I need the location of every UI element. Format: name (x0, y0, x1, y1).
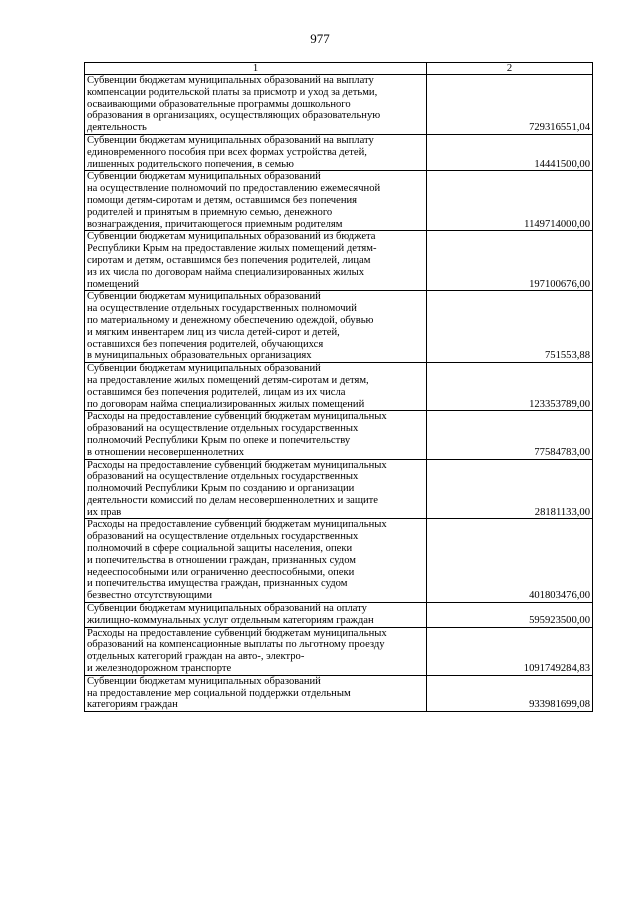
row-description: Субвенции бюджетам муниципальных образований из бюджета Республики Крым на предоставление жилых помещений детям- сиротам и детям, оставшимся без попечения родителей, лицам из их числа по договорам найма специализированных жилых помещений (85, 231, 427, 291)
row-description: Субвенции бюджетам муниципальных образований на осуществление отдельных государственных полномочий по материальному и денежному обеспечению одеждой, обувью и мягким инвентарем лиц из числа детей-сирот и детей, оставшихся без попечения родителей, обучающихся в муниципальных образовательных организациях (85, 291, 427, 363)
row-description: Расходы на предоставление субвенций бюджетам муниципальных образований на компенсационные выплаты по льготному проезду отдельных категорий граждан на авто-, электро- и железнодорожном транспорте (85, 627, 427, 675)
row-amount: 401803476,00 (427, 519, 593, 603)
row-amount: 729316551,04 (427, 75, 593, 135)
table-row (85, 363, 593, 411)
row-amount: 751553,88 (427, 291, 593, 363)
row-description: Субвенции бюджетам муниципальных образований на предоставление мер социальной поддержки отдельным категориям граждан (85, 675, 427, 711)
table-header-row (85, 63, 593, 75)
row-description: Расходы на предоставление субвенций бюджетам муниципальных образований на осуществление отдельных государственных полномочий Республики Крым по созданию и организации деятельности комиссий по делам несовершеннолетних и защите их прав (85, 459, 427, 519)
row-amount: 933981699,08 (427, 675, 593, 711)
row-amount: 595923500,00 (427, 603, 593, 628)
row-amount: 123353789,00 (427, 363, 593, 411)
table-row (85, 627, 593, 675)
table-row (85, 603, 593, 628)
table-row (85, 459, 593, 519)
table-row (85, 291, 593, 363)
row-amount: 28181133,00 (427, 459, 593, 519)
table-row (85, 171, 593, 231)
row-amount: 197100676,00 (427, 231, 593, 291)
row-description: Субвенции бюджетам муниципальных образований на осуществление полномочий по предоставлению ежемесячной помощи детям-сиротам и детям, оставшимся без попечения родителей и принятым в приемную семью, денежного вознаграждения, причитающегося приемным родителям (85, 171, 427, 231)
column-header-1: 1 (85, 63, 427, 75)
budget-table (84, 62, 593, 712)
row-description: Расходы на предоставление субвенций бюджетам муниципальных образований на осуществление отдельных государственных полномочий Республики Крым по опеке и попечительству в отношении несовершеннолетних (85, 411, 427, 459)
row-amount: 1149714000,00 (427, 171, 593, 231)
table-row (85, 75, 593, 135)
table-row (85, 519, 593, 603)
row-description: Расходы на предоставление субвенций бюджетам муниципальных образований на осуществление отдельных государственных полномочий в сфере социальной защиты населения, опеки и попечительства в отношении граждан, признанных судом недееспособными или ограниченно дееспособными, опеки и попечительства имущества граждан, признанных судом безвестно отсутствующими (85, 519, 427, 603)
row-amount: 1091749284,83 (427, 627, 593, 675)
row-description: Субвенции бюджетам муниципальных образований на выплату единовременного пособия при всех формах устройства детей, лишенных родительского попечения, в семью (85, 134, 427, 170)
row-amount: 77584783,00 (427, 411, 593, 459)
table-row (85, 411, 593, 459)
table-row (85, 134, 593, 170)
column-header-2: 2 (427, 63, 593, 75)
row-description: Субвенции бюджетам муниципальных образований на выплату компенсации родительской платы за присмотр и уход за детьми, осваивающими образовательные программы дошкольного образования в организациях, осуществляющих образовательную деятельность (85, 75, 427, 135)
table-row (85, 231, 593, 291)
row-description: Субвенции бюджетам муниципальных образований на предоставление жилых помещений детям-сиротам и детям, оставшимся без попечения родителей, лицам из их числа по договорам найма специализированных жилых помещений (85, 363, 427, 411)
row-amount: 14441500,00 (427, 134, 593, 170)
page-number: 977 (310, 31, 330, 46)
table-row (85, 675, 593, 711)
row-description: Субвенции бюджетам муниципальных образований на оплату жилищно-коммунальных услуг отдельным категориям граждан (85, 603, 427, 628)
